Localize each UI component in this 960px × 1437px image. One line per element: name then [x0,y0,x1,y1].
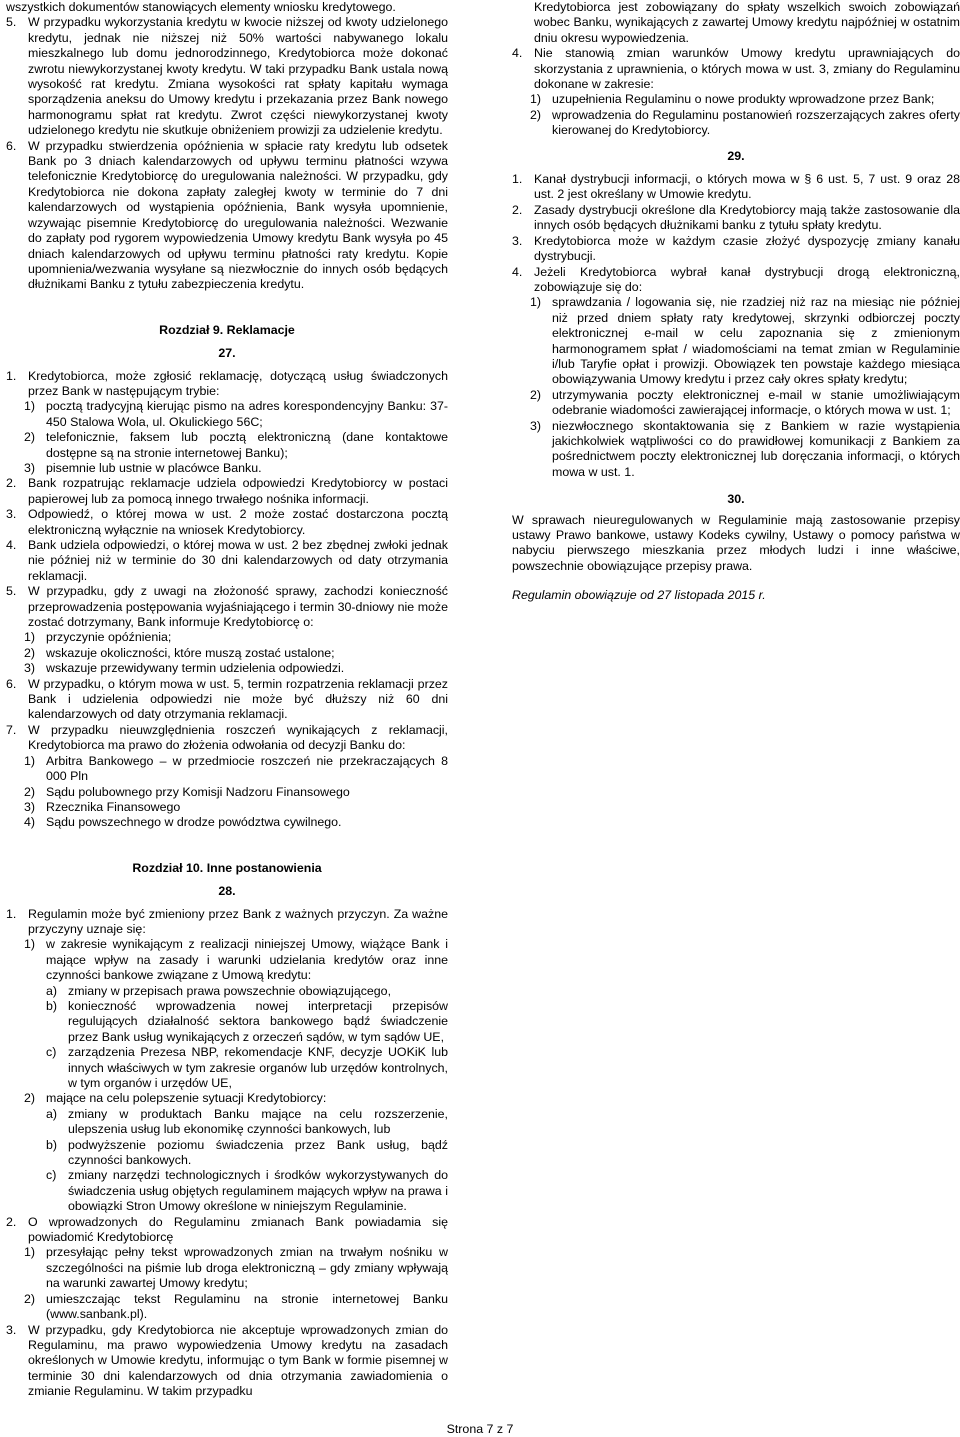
item-number: 3. [6,1322,17,1337]
section-28-item-2 [6,1215,448,1246]
section-28-2-sublist [6,1245,448,1322]
item-number: 2. [512,202,523,217]
item-text: wprowadzenia do Regulaminu postanowień rozszerzających zakres oferty kierowanej do Kredytobiorcy. [552,107,960,138]
section-27-subitem [6,661,448,676]
item-text: Rzecznika Finansowego [46,799,181,814]
section-30-text: W sprawach nieuregulowanych w Regulaminie mają zastosowanie przepisy ustawy Prawo bankowe, ustawy Kodeks cywilny, Ustawy o pomocy państwa w nabyciu pierwszego mieszkania przez młodych ludzi i inne właściwe, powszechnie obowiązujące przepisy prawa. [512,512,960,573]
item-number: 4. [512,264,523,279]
item-number: 1) [530,92,542,107]
section-27-subitem [6,800,448,815]
item-text: Bank rozpatrując reklamacje udziela odpowiedzi Kredytobiorcy w postaci papierowej lub za pomocą innego trwałego nośnika informacji. [28,476,448,506]
section-28-item-1 [6,907,448,938]
item-text: Nie stanowią zmian warunków Umowy kredytu uprawniających do skorzystania z uprawnienia, o których mowa w ust. 3, zmiany do Regulaminu dokonane w zakresie: [534,46,960,92]
item-text: zarządzenia Prezesa NBP, rekomendacje KNF, decyzje UOKiK lub innych właściwych w tym zakresie organów lub urzędów kontrolnych, w tym organów i urzędów UE, [68,1045,448,1090]
item-number: 3) [24,460,36,475]
section-28-subitem [6,1245,448,1291]
section-28-item-4 [512,46,960,92]
item-number: 1) [24,630,36,645]
section-28-4-subitem [512,92,960,107]
item-text: umieszczając tekst Regulaminu na stronie internetowej Banku (www.sanbank.pl). [46,1291,448,1322]
item-number: 2) [530,387,542,402]
item-text: konieczność wprowadzenia nowej interpretacji przepisów regulujących działalność sektora bankowego bądź świadczenie przez Bank usług wynikających z orzeczeń sądów, w tym sądów UE, [68,998,448,1044]
item-number: 2) [24,1091,36,1106]
continuation-text: Kredytobiorca jest zobowiązany do spłaty wszelkich swoich zobowiązań wobec Banku, wynikających z zawartej Umowy kredytu najpóźniej w ostatnim dniu okresu wypowiedzenia. [534,0,960,45]
item-number: 7. [6,722,17,737]
section-29-4-sublist [512,295,960,480]
item-text: Kanał dystrybucji informacji, o których mowa w § 6 ust. 5, 7 ust. 9 oraz 28 ust. 2 jest określany w Umowie kredytu. [534,172,960,202]
section-28-letter-item [6,1138,448,1169]
para-6-number: 6. [6,138,17,153]
item-text: wskazuje przewidywany termin udzielenia odpowiedzi. [46,661,345,676]
item-text: pocztą tradycyjną kierując pismo na adres korespondencyjny Banku: 37-450 Stalowa Wola, ul. Okulickiego 56C; [46,399,448,429]
item-text: Kredytobiorca może w każdym czasie złożyć dyspozycję zmiany kanału dystrybucji. [534,233,960,264]
section-27-subitem [6,461,448,476]
item-text: Bank udziela odpowiedzi, o której mowa w ust. 2 bez zbędnej zwłoki jednak nie później niż w terminie do 30 dni kalendarzowych od daty otrzymania reklamacji. [28,538,448,583]
section-27-subitem [6,399,448,430]
section-28-letter-item [6,1045,448,1091]
item-number: a) [46,1106,58,1121]
item-number: 4. [6,538,17,552]
item-text: Odpowiedź, o której mowa w ust. 2 może zostać dostarczona pocztą elektroniczną wyłącznie na wniosek Kredytobiorcy. [28,507,448,537]
item-text: zmiany narzędzi technologicznych i środków wykorzystywanych do świadczenia usług objętych regulaminem mających wpływ na prawa i obowiązki Stron Umowy określone w niniejszym Regulaminie. [68,1168,448,1214]
item-number: 2) [24,1291,36,1306]
item-text: utrzymywania poczty elektronicznej e-mail w stanie umożliwiającym odebranie wiadomości zawierającej informacje, o których mowa w ust. 1; [552,387,960,418]
item-number: c) [46,1045,57,1060]
section-28-item-1-1 [6,937,448,983]
right-column [512,0,960,604]
item-text: w zakresie wynikającym z realizacji niniejszej Umowy, wiążące Bank i mające wpływ na zasady i warunki udzielania kredytów oraz inne czynności bankowe związane z Umową kredytu: [46,937,448,983]
item-text: sprawdzania / logowania się, nie rzadziej niż raz na miesiąc nie później niż przed dniem spłaty raty kredytowej, skrzynki odbiorczej poczty elektronicznej e-mail w celu zapoznania się z zmienionym harmonogramem spłat / wiadomościami na temat zmian w Regulaminie i/lub Taryfie opłat i prowizji. Obowiązek ten powstaje każdego miesiąca obowiązywania Umowy kredytu i przez cały okres spłaty kredytu; [552,295,960,387]
item-text: wskazuje okoliczności, które muszą zostać ustalone; [46,645,335,660]
section-29-item [512,234,960,265]
item-number: 2) [24,784,36,799]
item-number: 6. [6,676,17,691]
section-27-list [6,369,448,831]
item-number: 3. [6,507,17,522]
chapter-10-title: Rozdział 10. Inne postanowienia [132,860,322,875]
item-text: zmiany w przepisach prawa powszechnie obowiązującego, [68,983,392,998]
section-28-1-2-sublist [6,1107,448,1215]
section-28-4-sublist [512,92,960,138]
section-30-title: 30. [727,492,745,507]
section-29-4-subitem [512,419,960,481]
item-text: Jeżeli Kredytobiorca wybrał kanał dystrybucji drogą elektroniczną, zobowiązuje się do: [534,264,960,294]
chapter-9-title: Rozdział 9. Reklamacje [159,322,295,337]
section-27-subitem [6,430,448,461]
item-number: b) [46,1137,58,1152]
section-27-subitem [6,630,448,645]
section-29-title: 29. [727,148,745,163]
section-29-4-subitem [512,295,960,387]
item-number: 1. [6,368,17,383]
item-number: 2) [24,645,36,660]
item-number: 3) [24,661,36,676]
section-27-subitem [6,785,448,800]
section-29-4-subitem [512,388,960,419]
section-29-item [512,265,960,296]
item-text: przyczynie opóźnienia; [46,630,172,645]
section-27-item [6,723,448,754]
section-29-item [512,203,960,234]
item-number: 3) [530,418,542,433]
section-27-item [6,507,448,538]
item-text: Arbitra Bankowego – w przedmiocie roszczeń nie przekraczających 8 000 Pln [46,753,448,784]
item-number: 4. [512,46,523,61]
section-28-letter-item [6,999,448,1045]
item-text: Regulamin może być zmieniony przez Bank z ważnych przyczyn. Za ważne przyczyny uznaje się: [28,906,448,936]
para-5 [6,15,448,138]
item-number: 1) [24,937,36,952]
item-text: niezwłocznego skontaktowania się z Bankiem w razie wystąpienia jakichkolwiek wątpliwości co do prawidłowej komunikacji z Bankiem za pośrednictwem poczty elektronicznej lub doręczania informacji, o których mowa w ust. 1. [552,418,960,479]
section-27-item [6,476,448,507]
item-text: mające na celu polepszenie sytuacji Kredytobiorcy: [46,1091,327,1106]
item-number: 4) [24,815,36,830]
validity-note: Regulamin obowiązuje od 27 listopada 2015 r. [512,588,766,603]
item-number: 2. [6,476,17,491]
section-27-subitem [6,754,448,785]
section-27-subitem [6,646,448,661]
item-number: 1) [24,1245,36,1260]
section-27-item [6,584,448,630]
para-6 [6,139,448,293]
item-number: 3. [512,233,523,248]
item-text: zmiany w produktach Banku mające na celu rozszerzenie, ulepszenia usług lub ekonomikę czynności bankowych, lub [68,1106,448,1137]
item-number: 3) [24,799,36,814]
item-number: 1) [24,399,36,414]
item-text: O wprowadzonych do Regulaminu zmianach Bank powiadamia się powiadomić Kredytobiorcę [28,1214,448,1245]
section-28-4-subitem [512,108,960,139]
item-number: 1. [512,172,523,187]
item-text: Sądu polubownego przy Komisji Nadzoru Finansowego [46,784,350,799]
item-text: przesyłając pełny tekst wprowadzonych zmian na trwałym nośniku w szczególności na piśmie lub droga elektroniczną – gdy zmiany wpływają na warunki zawartej Umowy kredytu; [46,1245,448,1291]
section-27-item [6,677,448,723]
item-text: telefonicznie, faksem lub pocztą elektroniczną (dane kontaktowe dostępne są na stronie internetowej Banku); [46,430,448,460]
item-number: b) [46,998,58,1013]
item-text: uzupełnienia Regulaminu o nowe produkty wprowadzone przez Bank; [552,92,935,107]
item-number: 5. [6,584,17,599]
section-29-item [512,172,960,203]
section-28-subitem [6,1292,448,1323]
item-text: W przypadku, gdy z uwagi na złożoność sprawy, zachodzi konieczność przeprowadzenia postępowania wyjaśniającego i termin 30-dniowy nie może zostać dotrzymany, Bank informuje Kredytobiorcę o: [28,584,448,630]
item-text: Kredytobiorca, może zgłosić reklamację, dotyczącą usług świadczonych przez Bank w następującym trybie: [28,368,448,398]
para-5-number: 5. [6,15,17,30]
item-number: 2) [24,430,36,445]
left-column [6,0,448,1400]
item-number: 1) [530,295,542,310]
top-line: wszystkich dokumentów stanowiących elementy wniosku kredytowego. [6,0,396,14]
section-28-letter-item [6,1107,448,1138]
item-text: W przypadku, gdy Kredytobiorca nie akceptuje wprowadzonych zmian do Regulaminu, ma prawo wypowiedzenia Umowy kredytu na zasadach określonych w Umowie kredytu, informując o tym Bank w formie pisemnej w terminie 30 dni kalendarzowych od dnia otrzymania zawiadomienia o zmianie Regulaminu. W takim przypadku [28,1322,448,1399]
section-28-title: 28. [218,884,236,899]
section-27-subitem [6,815,448,830]
item-text: Sądu powszechnego w drodze powództwa cywilnego. [46,815,342,830]
section-27-title: 27. [218,346,236,361]
section-28-item-3 [6,1323,448,1400]
section-28-item-1-2 [6,1091,448,1106]
section-27-item [6,369,448,400]
para-5-text: W przypadku wykorzystania kredytu w kwocie niższej od kwoty udzielonego kredytu, jednak nie niższej niż 50% wartości nabywanego lokalu mieszkalnego lub domu jednorodzinnego, Kredytobiorca może dokonać zwrotu niewykorzystanej kwoty kredytu. W taki przypadku Bank ustala nową wysokość rat kredytu. Zmiana wysokości rat spłaty kapitału wymaga sporządzenia aneksu do Umowy kredytu i przekazania przez Bank nowego harmonogramu spłat rat kredytu. Zwrot części niewykorzystanej kwoty udzielonego kredytu nie skutkuje obniżeniem prowizji za udzielenie kredytu. [28,15,448,138]
item-text: W przypadku nieuwzględnienia roszczeń wynikających z reklamacji, Kredytobiorca ma prawo do złożenia odwołania od decyzji Banku do: [28,722,448,753]
item-number: 2. [6,1214,17,1229]
item-text: W przypadku, o którym mowa w ust. 5, termin rozpatrzenia reklamacji przez Bank i udzielenia odpowiedzi nie może być dłuższy niż 60 dni kalendarzowych od daty otrzymania reklamacji. [28,676,448,722]
item-text: Zasady dystrybucji określone dla Kredytobiorcy mają także zastosowanie dla innych osób będących dłużnikami banku z tytułu spłaty kredytu. [534,202,960,233]
section-27-item [6,538,448,584]
item-text: podwyższenie poziomu świadczenia przez Bank usług, bądź czynności bankowych. [68,1137,448,1168]
page-footer: Strona 7 z 7 [446,1422,514,1436]
section-28-letter-item [6,1168,448,1214]
item-text: pisemnie lub ustnie w placówce Banku. [46,460,262,475]
section-29-list [512,172,960,295]
item-number: 1) [24,753,36,768]
section-28-1-1-sublist [6,984,448,1092]
item-number: c) [46,1168,57,1183]
item-number: 2) [530,107,542,122]
para-6-text: W przypadku stwierdzenia opóźnienia w spłacie raty kredytu lub odsetek Bank po 3 dniach kalendarzowych od upływu terminu płatności wzywa telefonicznie Kredytobiorcę do uregulowania należności. W przypadku, gdy Kredytobiorca nie dokona zapłaty zaległej kwoty w terminie do 7 dni kalendarzowych od wystąpienia opóźnienia, Bank wysyła upomnienie, wzywając pisemnie Kredytobiorcę do uregulowania należności. Wezwanie do zapłaty pod rygorem wypowiedzenia Umowy kredytu Bank wysyła po 45 dniach kalendarzowych od upływu terminu płatności raty kredytu. Kopie upomnienia/wezwania wysyłane są niezwłocznie do innych osób będących dłużnikami Banku z tytułu zabezpieczenia kredytu. [28,138,448,292]
section-28-letter-item [6,984,448,999]
item-number: a) [46,983,58,998]
item-number: 1. [6,906,17,921]
